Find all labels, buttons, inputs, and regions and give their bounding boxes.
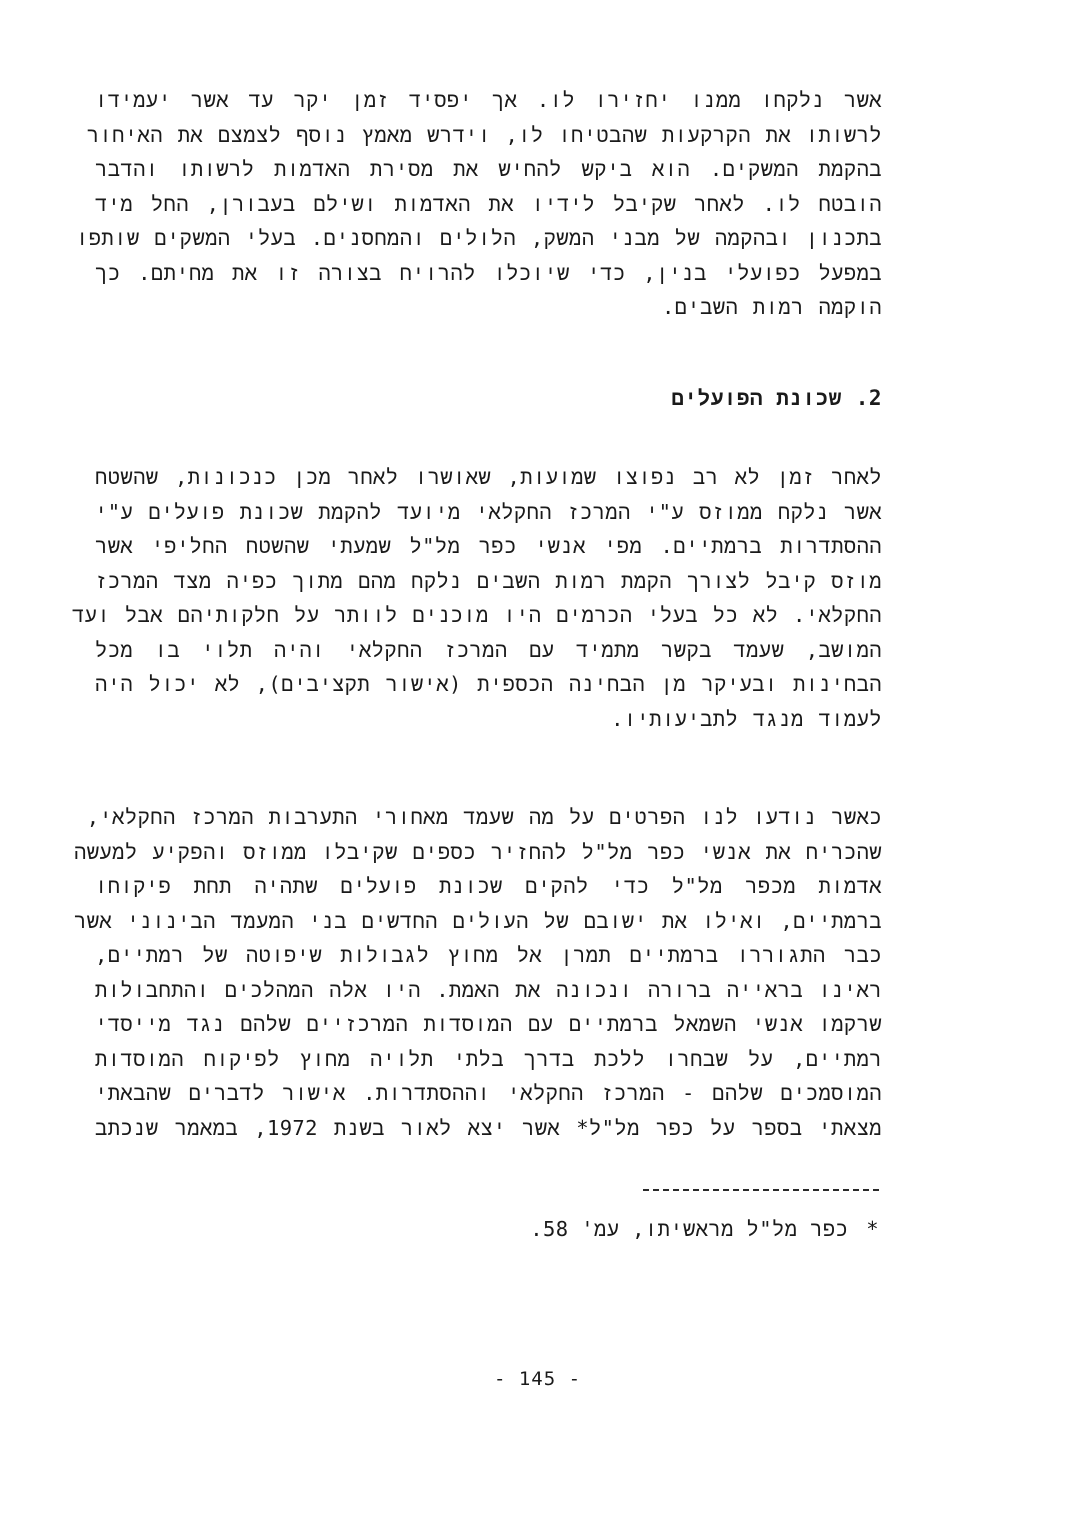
footnote-separator — [643, 1189, 879, 1191]
text-line: לרשותו את הקרקעות שהבטיחו לו, וידרש מאמץ נוסף לצמצם את האיחור — [86, 122, 882, 147]
section-heading — [671, 386, 882, 412]
text-line: מצאתי בספר על כפר מל"ל* אשר יצא לאור בשנת 1972, במאמר שנכתב — [95, 1115, 882, 1140]
text-line: המוסמכים שלהם - המרכז החקלאי וההסתדרות. אישור לדברים שהבאתי — [95, 1081, 882, 1105]
text-line: החקלאי. לא כל בעלי הכרמים היו מוכנים לוותר על חלקותיהם אבל ועד — [71, 603, 882, 627]
page-number: - 145 - — [493, 1368, 582, 1390]
text-line: כבר התגוררו ברמתיים תמרן אל מחוץ לגבולות שיפוטה של רמתיים, — [95, 943, 882, 967]
paragraph-1 — [76, 83, 882, 325]
footnote — [530, 1217, 879, 1243]
text-line: כאשר נודעו לנו הפרטים על מה שעמד מאחורי התערבות המרכז החקלאי, — [86, 805, 882, 829]
footnote-text: כפר מל"ל מראשיתו, עמ' 58. — [530, 1217, 849, 1241]
text-line: רמתיים, על שבחרו ללכת בדרך בלתי תלויה מחוץ לפיקוח המוסדות — [95, 1046, 882, 1071]
text-line: ההסתדרות ברמתיים. מפי אנשי כפר מל"ל שמעתי שהשטח החליפי אשר — [95, 534, 882, 558]
text-line: שהכריח את אנשי כפר מל"ל להחזיר כספים שקיבלו ממוזס והפקיע למעשה — [74, 839, 882, 864]
text-line: הבחינות ובעיקר מן הבחינה הכספית (אישור תקציבים), לא יכול היה — [95, 672, 882, 696]
text-line: לעמוד מנגד לתביעותיו. — [611, 706, 882, 731]
text-line: הובטח לו. לאחר שקיבל לידיו את האדמות ושילם בעבורן, החל מיד — [95, 191, 882, 216]
text-line: אדמות מכפר מל"ל כדי להקים שכונת פועלים שתהיה תחת פיקוחו — [95, 874, 882, 898]
text-line: המושב, שעמד בקשר מתמיד עם המרכז החקלאי והיה תלוי בו מכל — [95, 637, 882, 662]
text-line: אשר נלקחו ממנו יחזירו לו. אך יפסיד זמן יקר עד אשר יעמידו — [95, 88, 882, 112]
text-line: הוקמה רמות השבים. — [661, 295, 882, 319]
text-line: ברמתיים, ואילו את ישובם של העולים החדשים בני המעמד הבינוני אשר — [74, 908, 882, 933]
section-number: 2. — [855, 386, 882, 410]
paragraph-2 — [71, 460, 882, 736]
footnote-marker: * — [866, 1217, 879, 1241]
text-line: אשר נלקח ממוזס ע"י המרכז החקלאי מיועד להקמת שכונת פועלים ע"י — [95, 499, 882, 524]
text-line: בהקמת המשקים. הוא ביקש להחיש את מסירת האדמות לרשותו והדבר — [95, 157, 882, 181]
paragraph-3 — [74, 800, 882, 1145]
text-line: במפעל כפועלי בנין, כדי שיוכלו להרויח בצורה זו את מחיתם. כך — [95, 260, 882, 285]
section-title: שכונת הפועלים — [671, 386, 842, 410]
text-line: מוזס קיבל לצורך הקמת רמות השבים נלקח מהם מתוך כפיה מצד המרכז — [95, 568, 882, 593]
text-line: ראינו בראייה ברורה ונכונה את האמת. היו אלה המהלכים והתחבולות — [95, 977, 882, 1002]
text-line: בתכנון ובהקמה של מבני המשק, הלולים והמחסנים. בעלי המשקים שותפו — [76, 226, 882, 250]
text-line: לאחר זמן לא רב נפוצו שמועות, שאושרו לאחר מכן כנכונות, שהשטח — [95, 465, 882, 489]
text-line: שרקמו אנשי השמאל ברמתיים עם המוסדות המרכזיים שלהם נגד מייסדי — [95, 1012, 882, 1036]
